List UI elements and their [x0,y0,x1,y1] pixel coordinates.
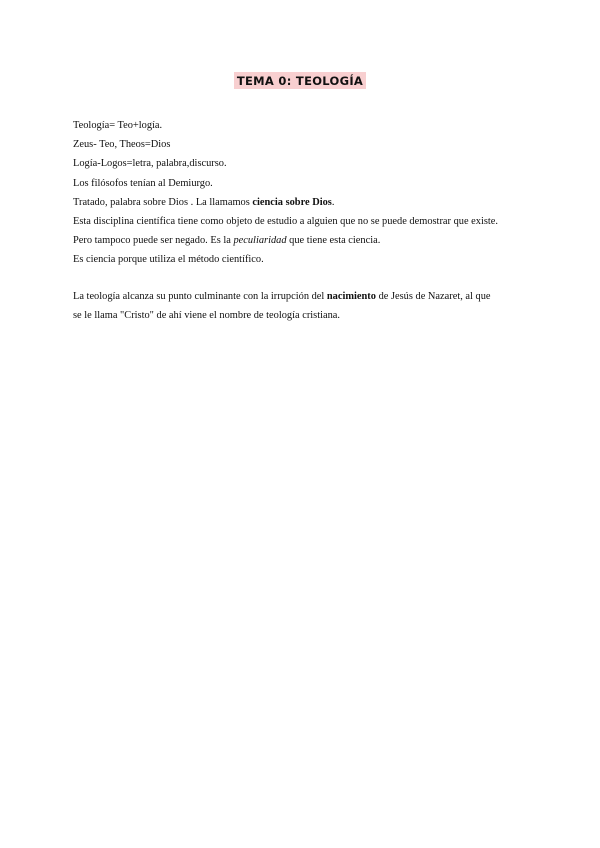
text-segment: Pero tampoco puede ser negado. Es la [73,235,234,247]
bold-term: ciencia sobre Dios [252,196,332,208]
text-line: Logía-Logos=letra, palabra,discurso. [73,158,227,170]
document-body [73,116,533,325]
paragraph-gap [73,270,533,287]
text-line: Es ciencia porque utiliza el método científico. [73,254,264,266]
text-line: Los filósofos tenían al Demiurgo. [73,177,213,189]
text-line [73,193,533,212]
text-line: Zeus- Teo, Theos=Dios [73,139,171,151]
text-segment: . [331,196,335,208]
title-container [0,72,600,90]
italic-term: peculiaridad [233,235,287,247]
bold-term: nacimiento [326,290,376,302]
text-segment: que tiene esta ciencia. [286,235,381,247]
text-segment: de Jesús de Nazaret, al que [375,290,491,302]
text-line: Teología= Teo+logía. [73,120,163,131]
paragraph-two [73,287,533,325]
text-segment: La teología alcanza su punto culminante con la irrupción del [73,290,327,302]
text-line: se le llama "Cristo" de ahí viene el nombre de teología cristiana. [73,309,341,321]
document-title: TEMA 0: TEOLOGÍA [234,72,366,89]
text-line [73,287,533,306]
text-line: Esta disciplina científica tiene como objeto de estudio a alguien que no se puede demostrar que existe. [73,215,499,227]
text-segment: Tratado, palabra sobre Dios . La llamamos [73,196,253,208]
text-line [73,231,533,250]
